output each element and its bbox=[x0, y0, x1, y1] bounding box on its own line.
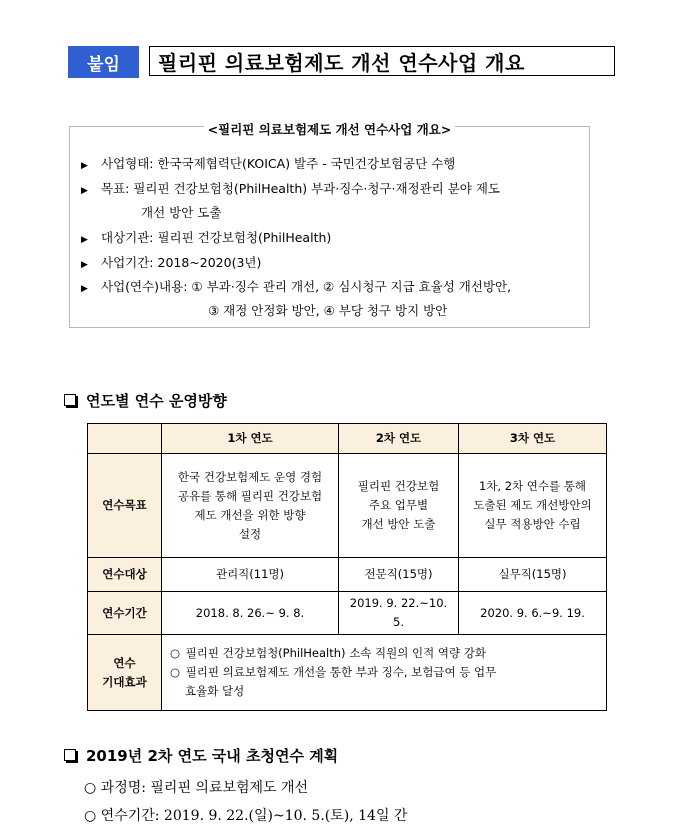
effect-continuation: 효율화 달성 bbox=[185, 684, 245, 698]
table-header: 1차 연도 bbox=[162, 424, 339, 454]
title-bar bbox=[68, 46, 617, 78]
triangle-bullet-icon: ▶ bbox=[81, 186, 88, 196]
attachment-badge: 붙임 bbox=[68, 46, 139, 78]
effect-item: ○ 필리핀 건강보험청(PhilHealth) 소속 직원의 인적 역량 강화 bbox=[170, 644, 602, 663]
row-label: 연수 기대효과 bbox=[88, 635, 162, 711]
triangle-bullet-icon: ▶ bbox=[81, 235, 88, 245]
row-label: 연수대상 bbox=[88, 558, 162, 592]
table-cell: 2020. 9. 6.~9. 19. bbox=[459, 592, 607, 635]
table-cell: 관리직(11명) bbox=[162, 558, 339, 592]
table-header-row bbox=[88, 424, 607, 454]
summary-continuation: 개선 방안 도출 bbox=[141, 205, 222, 220]
effect-item: ○ 필리핀 의료보험제도 개선을 통한 부과 징수, 보험급여 등 업무 bbox=[170, 663, 602, 682]
table-cell: 1차, 2차 연수를 통해 도출된 제도 개선방안의 실무 적용방안 수립 bbox=[459, 454, 607, 558]
table-cell: 2019. 9. 22.~10. 5. bbox=[339, 592, 459, 635]
circle-bullet-icon: ○ bbox=[84, 780, 97, 796]
triangle-bullet-icon: ▶ bbox=[81, 260, 88, 270]
checkbox-square-icon bbox=[64, 749, 76, 761]
table-cell bbox=[162, 635, 607, 711]
section-heading: 연도별 연수 운영방향 bbox=[64, 390, 227, 411]
summary-heading: <필리핀 의료보험제도 개선 연수사업 개요> bbox=[70, 119, 589, 138]
triangle-bullet-icon: ▶ bbox=[81, 284, 88, 294]
section-heading: 2019년 2차 연도 국내 초청연수 계획 bbox=[64, 745, 338, 766]
page-title: 필리핀 의료보험제도 개선 연수사업 개요 bbox=[149, 46, 615, 76]
summary-box bbox=[69, 122, 590, 328]
checkbox-square-icon bbox=[64, 394, 76, 406]
table-header bbox=[88, 424, 162, 454]
row-label: 연수목표 bbox=[88, 454, 162, 558]
table-cell: 필리핀 건강보험 주요 업무별 개선 방안 도출 bbox=[339, 454, 459, 558]
table-row bbox=[88, 635, 607, 711]
plan-item: ○ 과정명: 필리핀 의료보험제도 개선 bbox=[84, 780, 309, 796]
summary-item: ▶ 사업(연수)내용: ① 부과·징수 관리 개선, ② 심시청구 지급 효율성 개선방안, bbox=[81, 279, 512, 294]
summary-item: ▶ 목표: 필리핀 건강보험청(PhilHealth) 부과·징수·청구·재정관리 분야 제도 bbox=[81, 181, 501, 196]
triangle-bullet-icon: ▶ bbox=[81, 161, 88, 171]
summary-item: ▶ 대상기관: 필리핀 건강보험청(PhilHealth) bbox=[81, 230, 332, 245]
table-row bbox=[88, 454, 607, 558]
row-label: 연수기간 bbox=[88, 592, 162, 635]
table-cell: 전문직(15명) bbox=[339, 558, 459, 592]
training-plan-table bbox=[87, 423, 607, 711]
summary-item: ▶ 사업형태: 한국국제협력단(KOICA) 발주 - 국민건강보험공단 수행 bbox=[81, 156, 456, 171]
table-header: 2차 연도 bbox=[339, 424, 459, 454]
table-cell: 2018. 8. 26.~ 9. 8. bbox=[162, 592, 339, 635]
plan-item: ○ 연수기간: 2019. 9. 22.(일)~10. 5.(토), 14일 간 bbox=[84, 808, 408, 824]
circle-bullet-icon: ○ bbox=[170, 665, 181, 679]
table-row bbox=[88, 558, 607, 592]
circle-bullet-icon: ○ bbox=[84, 808, 97, 824]
table-cell: 한국 건강보험제도 운영 경험 공유를 통해 필리핀 건강보험 제도 개선을 위한 방향 설정 bbox=[162, 454, 339, 558]
table-header: 3차 연도 bbox=[459, 424, 607, 454]
circle-bullet-icon: ○ bbox=[170, 646, 181, 660]
table-row bbox=[88, 592, 607, 635]
table-cell: 실무직(15명) bbox=[459, 558, 607, 592]
summary-continuation: ③ 재정 안정화 방안, ④ 부당 청구 방지 방안 bbox=[208, 303, 448, 318]
summary-item: ▶ 사업기간: 2018~2020(3년) bbox=[81, 255, 262, 270]
